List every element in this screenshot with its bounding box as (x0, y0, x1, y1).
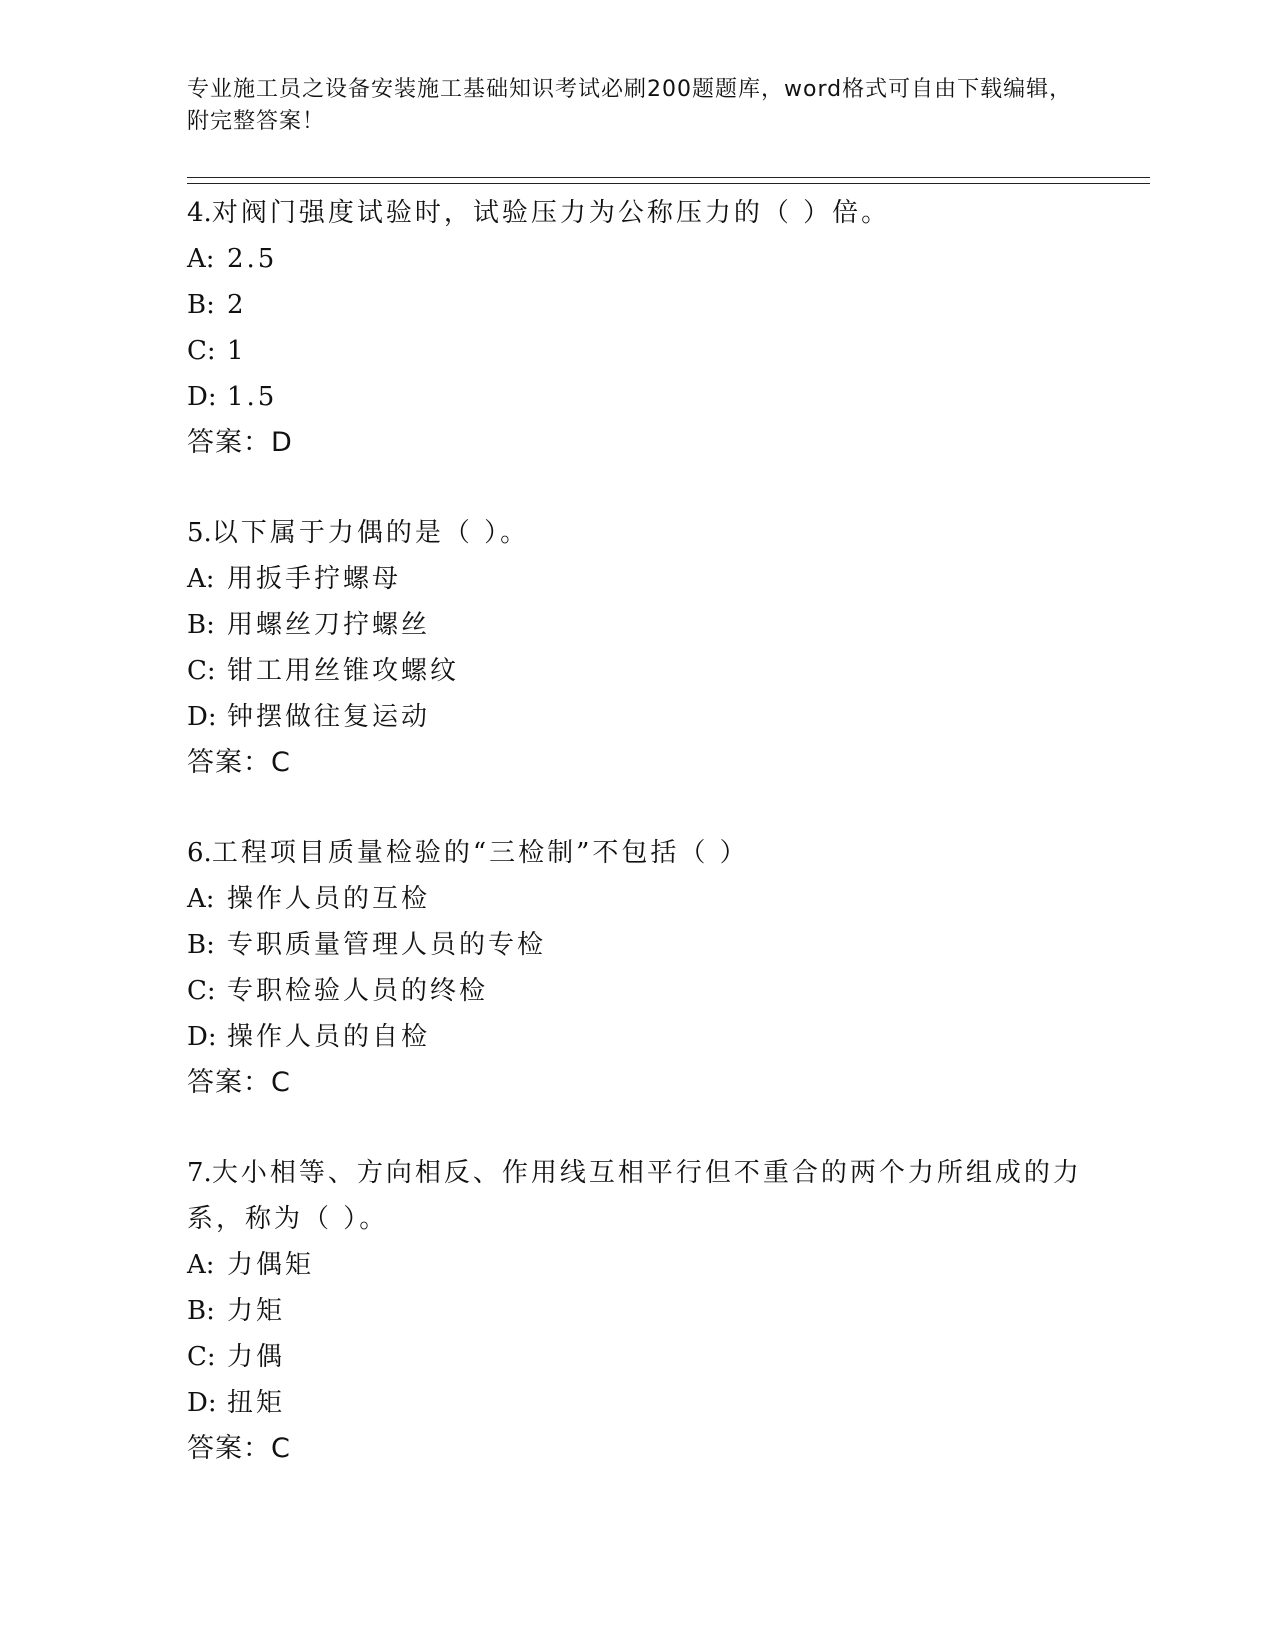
option-text: 力偶 (227, 1342, 286, 1372)
header-divider-bottom (187, 183, 1150, 184)
option-a (187, 236, 1087, 282)
header-divider-top (187, 177, 1150, 178)
option-text: 2 (227, 290, 247, 320)
option-b (187, 1288, 1087, 1334)
question-text: 工程项目质量检验的“三检制”不包括（ ） (211, 838, 749, 868)
option-letter: C: (187, 1342, 216, 1372)
option-letter: B: (187, 930, 215, 960)
option-text: 专职质量管理人员的专检 (227, 930, 547, 960)
option-text: 钟摆做往复运动 (227, 702, 431, 732)
option-letter: D: (187, 1388, 217, 1418)
option-letter: D: (187, 702, 217, 732)
option-text: 操作人员的自检 (227, 1022, 431, 1052)
answer-line: 答案：D (187, 427, 293, 458)
option-text: 操作人员的互检 (227, 884, 431, 914)
option-text: 1 (227, 336, 247, 366)
option-text: 用扳手拧螺母 (227, 564, 402, 594)
option-text: 扭矩 (227, 1388, 286, 1418)
option-letter: D: (187, 382, 217, 412)
answer-line: 答案：C (187, 1433, 291, 1464)
option-text: 用螺丝刀拧螺丝 (227, 610, 431, 640)
option-letter: B: (187, 290, 215, 320)
option-d (187, 1380, 1087, 1426)
question-number: 7. (187, 1158, 212, 1188)
option-letter: B: (187, 610, 215, 640)
option-b (187, 922, 1087, 968)
question-4 (187, 190, 1087, 466)
option-letter: C: (187, 336, 216, 366)
answer-line: 答案：C (187, 1067, 291, 1098)
option-letter: C: (187, 656, 216, 686)
question-text: 大小相等、方向相反、作用线互相平行但不重合的两个力所组成的力系，称为（ ）。 (187, 1158, 1082, 1234)
question-list (187, 190, 1087, 1516)
document-header: 专业施工员之设备安装施工基础知识考试必刷200题题库，word格式可自由下载编辑，附完整答案！ (187, 77, 1073, 134)
option-text: 专职检验人员的终检 (227, 976, 489, 1006)
option-b (187, 602, 1087, 648)
question-5 (187, 510, 1087, 786)
option-text: 2.5 (227, 244, 278, 274)
option-d (187, 374, 1087, 420)
option-letter: A: (187, 1250, 215, 1280)
option-letter: A: (187, 244, 215, 274)
option-c (187, 648, 1087, 694)
answer-line: 答案：C (187, 747, 291, 778)
question-7 (187, 1150, 1087, 1472)
option-c (187, 328, 1087, 374)
question-number: 4. (187, 198, 212, 228)
option-text: 力偶矩 (227, 1250, 315, 1280)
option-text: 钳工用丝锥攻螺纹 (227, 656, 460, 686)
option-letter: D: (187, 1022, 217, 1052)
question-number: 5. (187, 518, 212, 548)
option-text: 力矩 (227, 1296, 286, 1326)
option-letter: A: (187, 884, 215, 914)
option-a (187, 1242, 1087, 1288)
question-stem (187, 830, 1087, 876)
option-letter: A: (187, 564, 215, 594)
option-letter: B: (187, 1296, 215, 1326)
question-text: 以下属于力偶的是（ ）。 (211, 518, 530, 548)
option-d (187, 1014, 1087, 1060)
option-c (187, 1334, 1087, 1380)
question-text: 对阀门强度试验时，试验压力为公称压力的（ ）倍。 (211, 198, 891, 228)
question-stem (187, 190, 1087, 236)
option-d (187, 694, 1087, 740)
option-letter: C: (187, 976, 216, 1006)
question-number: 6. (187, 838, 212, 868)
option-b (187, 282, 1087, 328)
question-stem (187, 1150, 1087, 1242)
option-a (187, 876, 1087, 922)
option-a (187, 556, 1087, 602)
question-stem (187, 510, 1087, 556)
option-text: 1.5 (227, 382, 278, 412)
option-c (187, 968, 1087, 1014)
question-6 (187, 830, 1087, 1106)
